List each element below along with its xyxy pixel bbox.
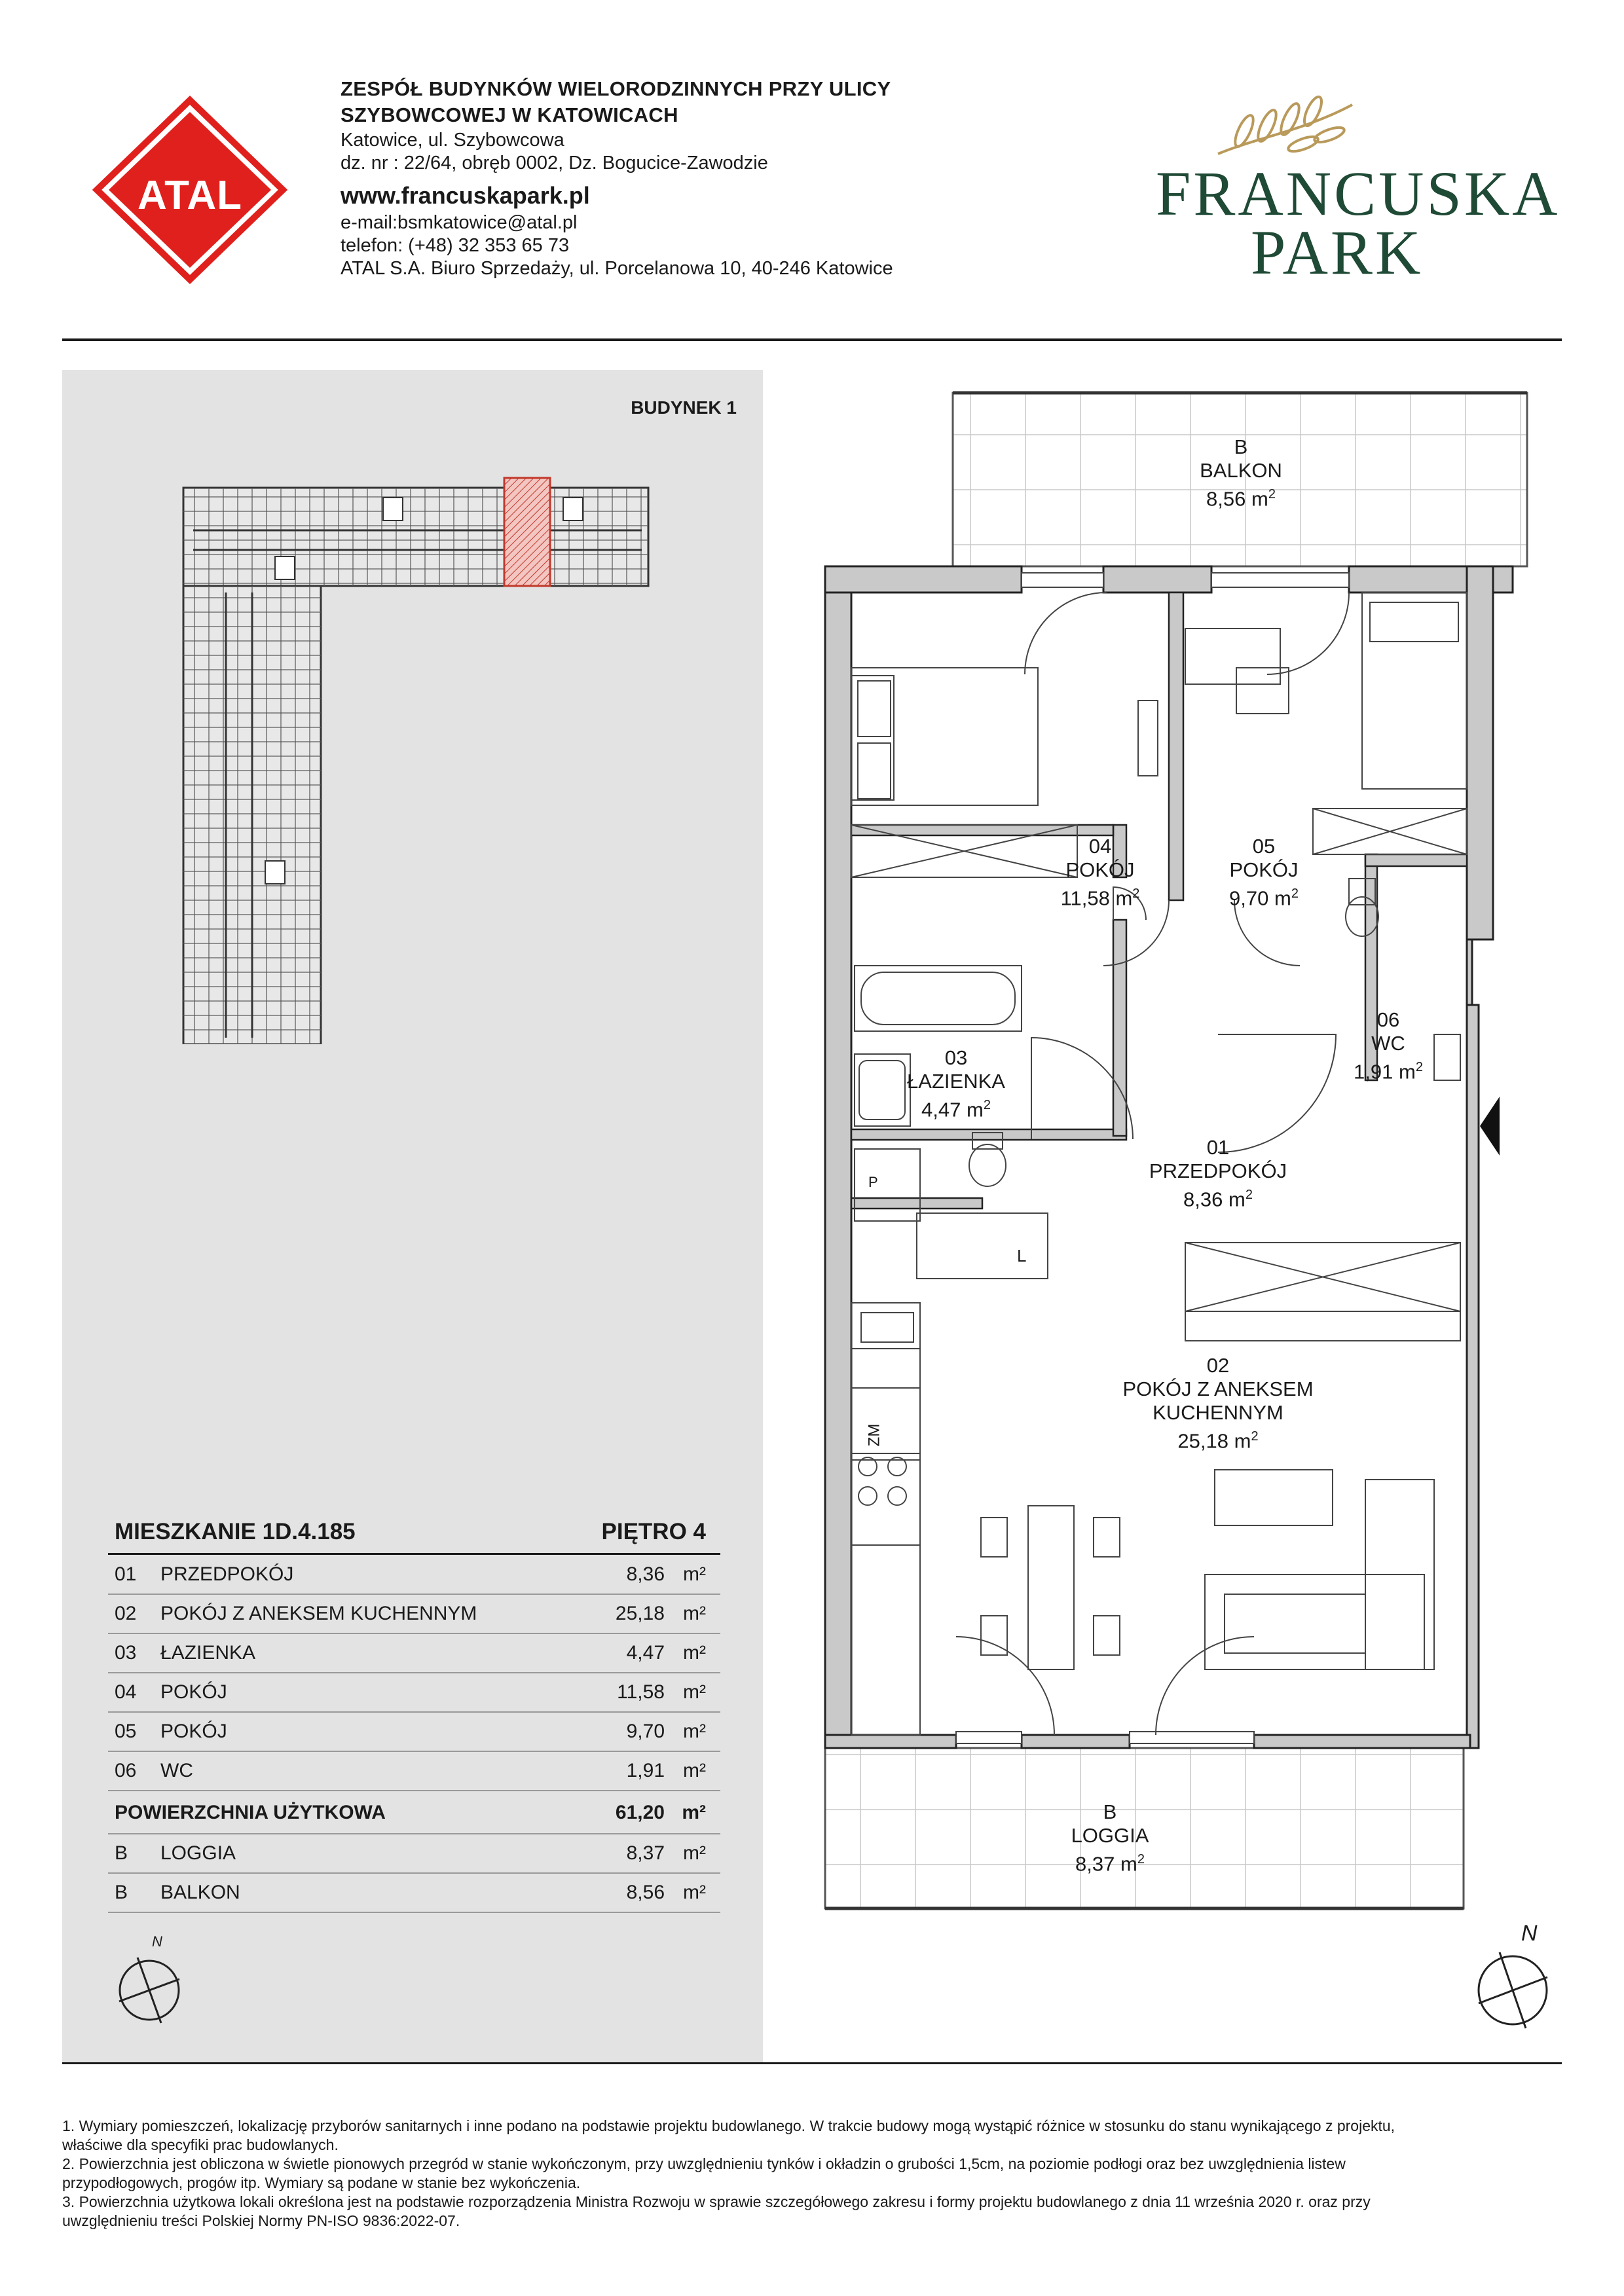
room-area: 1,91 [626,1760,665,1781]
footnote-1a: 1. Wymiary pomieszczeń, lokalizację przyborów sanitarnych i inne podano na podstawie projektu budowlanego. W trakcie budowy mogą wystąpić różnice w stosunku do stanu wynikającego z projektu, [62,2117,1395,2134]
room-no: B [115,1882,128,1903]
hallway-wardrobe [1185,1243,1460,1341]
room-no: 03 [115,1642,137,1664]
desk [1185,629,1289,714]
room-area: 9,70 [626,1721,665,1742]
table-header-rule [108,1553,720,1555]
room-unit: m² [683,1681,706,1703]
label-room-02 [1122,1354,1313,1453]
label-loggia [1071,1800,1149,1876]
table-row [108,1634,720,1673]
compass-north-label: N [152,1933,162,1950]
project-header [341,77,1094,280]
contact-phone: telefon: (+48) 32 353 65 73 [341,235,570,256]
label-sup: 2 [1245,1188,1253,1202]
wardrobe-05 [1313,809,1467,854]
apartment-table [108,1519,720,1990]
label-name: PRZEDPOKÓJ [1149,1159,1287,1182]
brand-name-line1: FRANCUSKA [1156,158,1560,228]
label-sup: 2 [1268,487,1276,501]
usable-area-unit: m² [682,1802,706,1823]
room-name: LOGGIA [160,1842,236,1864]
label-area: 1,91 m [1354,1060,1416,1084]
sales-office-address: ATAL S.A. Biuro Sprzedaży, ul. Porcelanowa 10, 40-246 Katowice [341,258,893,279]
usable-area-row [108,1794,720,1834]
table-row [108,1752,720,1791]
label-no: 03 [944,1046,968,1069]
room-area: 11,58 [617,1681,665,1703]
label-area: 8,37 m [1075,1852,1137,1876]
room-area: 8,37 [626,1842,665,1864]
washer-label: P [868,1174,878,1190]
label-area: 9,70 m [1229,886,1291,910]
room-unit: m² [683,1603,706,1624]
label-sup: 2 [983,1098,991,1112]
room-name: BALKON [160,1882,240,1903]
footnote-2a: 2. Powierzchnia jest obliczona w świetle pionowych przegród w stanie wykończonym, przy uwzględnieniu tynków i okładzin o grubości 1,5cm, na poziomie podłogi oraz bez uwzględnienia listew [62,2155,1346,2172]
single-bed [1362,592,1467,789]
label-balkon [1200,435,1282,511]
building-label: BUDYNEK 1 [631,397,737,418]
room-no: 05 [115,1721,137,1742]
project-address: Katowice, ul. Szybowcowa [341,130,564,151]
bathtub [855,966,1022,1031]
room-no: 04 [115,1681,137,1703]
table-row [108,1713,720,1752]
project-parcel: dz. nr : 22/64, obręb 0002, Dz. Bogucice-Zawodzie [341,153,768,173]
table-row [108,1556,720,1595]
label-area: 8,36 m [1183,1188,1246,1211]
room-unit: m² [683,1642,706,1664]
label-room-06 [1354,1008,1423,1084]
label-name: POKÓJ Z ANEKSEM [1122,1377,1314,1400]
label-name: ŁAZIENKA [907,1070,1005,1093]
compass-small [111,1933,190,2026]
room-name: POKÓJ Z ANEKSEM KUCHENNYM [160,1603,477,1624]
label-name: POKÓJ [1065,858,1135,881]
atal-logo-text: ATAL [137,173,243,218]
brand-name-line2: PARK [1251,217,1424,287]
floor-label: PIĘTRO 4 [601,1519,706,1544]
project-title-line1: ZESPÓŁ BUDYNKÓW WIELORODZINNYCH PRZY ULICY [341,77,891,100]
label-area: 11,58 m [1060,886,1133,910]
footnote-3b: uwzględnieniu treści Polskiej Normy PN-ISO 9836:2022-07. [62,2212,460,2229]
label-no: 02 [1206,1354,1230,1377]
room-unit: m² [683,1721,706,1742]
room-name: POKÓJ [160,1721,227,1742]
label-letter: B [1103,1800,1117,1823]
label-sup: 2 [1291,886,1299,901]
header-divider [62,338,1562,341]
room-no: 06 [115,1760,137,1781]
dining-set [981,1506,1120,1669]
contact-email[interactable]: e-mail:bsmkatowice@atal.pl [341,212,578,233]
room-area: 8,36 [626,1563,665,1585]
label-name: LOGGIA [1071,1824,1149,1847]
room-area: 4,47 [626,1642,665,1664]
label-no: 06 [1376,1008,1400,1031]
label-name: KUCHENNYM [1153,1401,1283,1424]
label-room-04 [1061,835,1140,910]
label-name: WC [1371,1032,1405,1055]
table-row [108,1673,720,1713]
room-name: WC [160,1760,193,1781]
usable-area-label: POWIERZCHNIA UŻYTKOWA [115,1802,386,1823]
label-letter: B [1234,435,1248,458]
atal-logo [92,95,288,285]
microwave-label: ZM [865,1423,883,1447]
project-title-line2: SZYBOWCOWEJ W KATOWICACH [341,103,678,126]
table-row [108,1595,720,1634]
compass [1470,1921,1562,2030]
francuska-park-logo [1146,92,1560,288]
usable-area-value: 61,20 [615,1802,665,1823]
footer-divider [62,2062,1562,2064]
olive-branch-icon [1205,92,1362,164]
room-name: PRZEDPOKÓJ [160,1563,294,1585]
room-no: 01 [115,1563,137,1585]
label-no: 05 [1252,835,1276,858]
footnote-2b: przypodłogowych, progów itp. Wymiary są podane w stanie bez wykończenia. [62,2174,581,2191]
label-name: BALKON [1200,459,1282,482]
footnote-1b: właściwe dla specyfiki prac budowlanych. [62,2136,339,2153]
kitchen-counter [851,1213,1048,1735]
website-link[interactable]: www.francuskapark.pl [341,182,590,209]
label-room-05 [1229,835,1299,910]
room-unit: m² [683,1842,706,1864]
label-area: 25,18 m [1177,1429,1251,1453]
label-no: 04 [1088,835,1112,858]
room-name: ŁAZIENKA [160,1642,256,1664]
table-row [108,1874,720,1913]
apartment-title: MIESZKANIE 1D.4.185 [115,1519,356,1544]
label-sup: 2 [1132,886,1140,901]
room-unit: m² [683,1882,706,1903]
building-key-plan [180,468,678,1044]
label-sup: 2 [1137,1852,1145,1867]
room-name: POKÓJ [160,1681,227,1703]
footnote-3a: 3. Powierzchnia użytkowa lokali określona jest na podstawie rozporządzenia Ministra Rozwoju w sprawie szczegółowego zakresu i formy projektu budowlanego z dnia 11 września 2020 r. oraz przy [62,2193,1371,2210]
label-name: POKÓJ [1229,858,1299,881]
label-room-03 [907,1046,1005,1121]
label-area: 8,56 m [1206,487,1268,511]
fridge-label: L [1017,1246,1027,1266]
entrance-arrow-icon [1480,1097,1500,1156]
room-area: 8,56 [626,1882,665,1903]
compass-north-label: N [1521,1921,1538,1946]
room-no: B [115,1842,128,1864]
double-bed [851,668,1038,805]
room-unit: m² [683,1563,706,1585]
room-area: 25,18 [615,1603,665,1624]
table-row [108,1834,720,1874]
room-unit: m² [683,1760,706,1781]
label-area: 4,47 m [921,1098,984,1121]
label-room-01 [1149,1136,1287,1211]
label-no: 01 [1206,1136,1230,1159]
desk-mirror [1138,701,1158,776]
label-sup: 2 [1251,1429,1259,1444]
label-sup: 2 [1415,1060,1423,1074]
info-panel [62,370,763,2062]
sofa [1205,1470,1434,1669]
room-no: 02 [115,1603,137,1624]
